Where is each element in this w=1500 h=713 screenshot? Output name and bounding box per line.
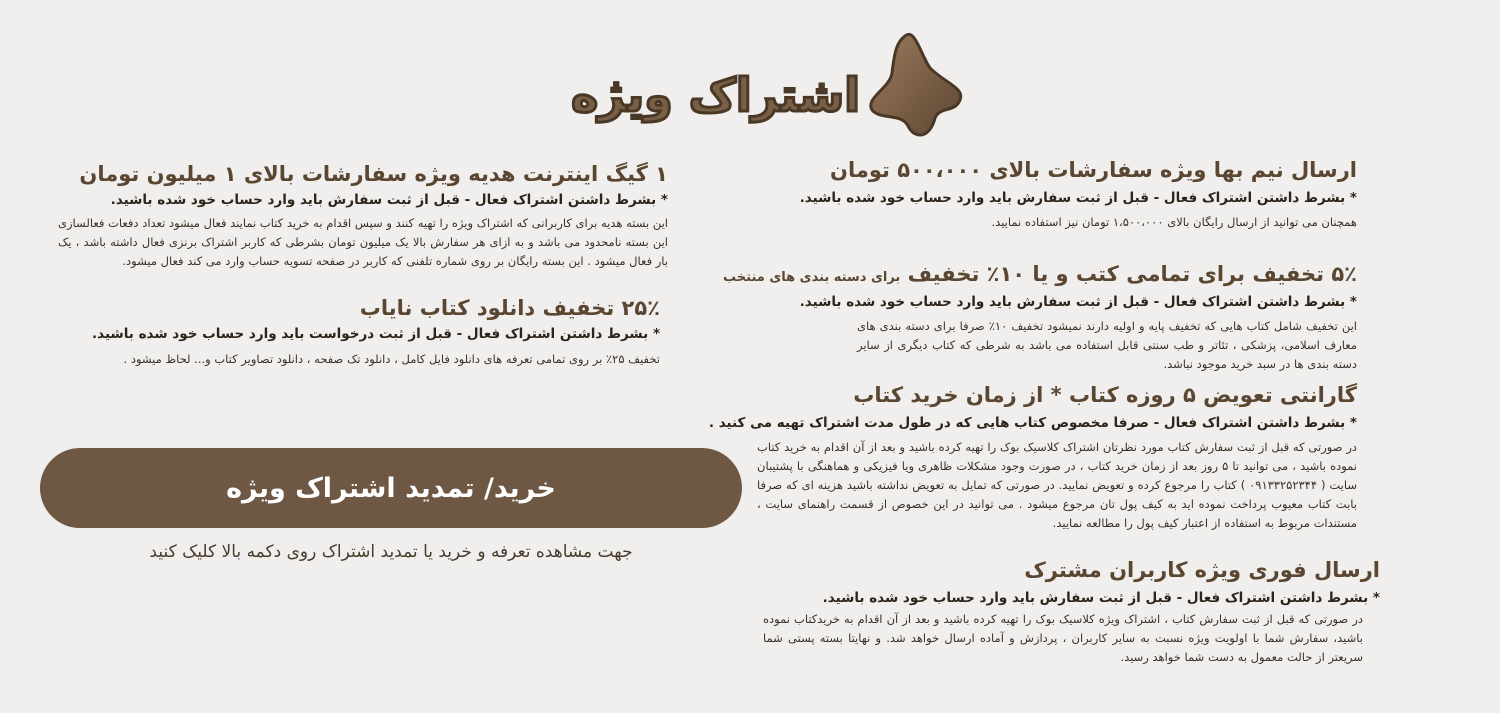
- feature-description: تخفیف ۲۵٪ بر روی تمامی تعرفه های دانلود فایل کامل ، دانلود تک صفحه ، دانلود تصاویر کتاب و... لحاظ میشود .: [123, 352, 660, 366]
- feature-condition: * بشرط داشتن اشتراک فعال - صرفا مخصوص کتاب هایی که در طول مدت اشتراک تهیه می کنید .: [708, 415, 1357, 431]
- feature-condition: * بشرط داشتن اشتراک فعال - قبل از ثبت سفارش باید وارد حساب خود شده باشید.: [822, 590, 1380, 606]
- star-logo-icon: [860, 28, 970, 143]
- page-title: اشتراک ویژه: [571, 68, 860, 122]
- feature-condition: * بشرط داشتن اشتراک فعال - قبل از ثبت سفارش باید وارد حساب خود شده باشید.: [799, 190, 1357, 206]
- feature-description: همچنان می توانید از ارسال رایگان بالای ۱،۵۰۰،۰۰۰ تومان نیز استفاده نمایید.: [991, 215, 1357, 229]
- feature-condition: * بشرط داشتن اشتراک فعال - قبل از ثبت درخواست باید وارد حساب خود شده باشید.: [92, 326, 660, 342]
- feature-title: [723, 262, 1357, 286]
- feature-description: در صورتی که قبل از ثبت سفارش کتاب ، اشتراک ویژه کلاسیک بوک را تهیه کرده باشید و بعد از آن اقدام به خریدکتاب نموده باشید، سفارش شما با اولویت ویژه نسبت به سایر کاربران ، پردازش و آماده ارسال خواهد شد. و نهایتا بسته پستی شما سریعتر از حالت معمول به دست شما خواهد رسید.: [763, 612, 1363, 664]
- feature-condition: * بشرط داشتن اشتراک فعال - قبل از ثبت سفارش باید وارد حساب خود شده باشید.: [110, 192, 668, 208]
- feature-description: این تخفیف شامل کتاب هایی که تخفیف پایه و اولیه دارند نمیشود تخفیف ۱۰٪ صرفا برای دسته بندی های معارف اسلامی، پزشکی ، تئاتر و طب سنتی قابل استفاده می باشد به شرطی که کتاب دیگری از سایر دسته بندی ها در سبد خرید موجود نباشد.: [857, 319, 1357, 371]
- feature-title: گارانتی تعویض ۵ روزه کتاب * از زمان خرید کتاب: [853, 383, 1357, 407]
- feature-title: ارسال نیم بها ویژه سفارشات بالای ۵۰۰،۰۰۰ تومان: [830, 158, 1357, 182]
- feature-title-suffix: برای دسته بندی های منتخب: [723, 270, 901, 285]
- buy-subscription-button[interactable]: خرید/ تمدید اشتراک ویژه: [40, 448, 742, 528]
- feature-description: در صورتی که قبل از ثبت سفارش کتاب مورد نظرتان اشتراک کلاسیک بوک را تهیه کرده باشید و بعد از آن اقدام به خرید کتاب نموده باشید ، می توانید تا ۵ روز بعد از زمان خرید کتاب ، در صورت وجود مشکلات ظاهری ویا فیزیکی و هماهنگی با پشتیبان سایت ( ۰۹۱۳۳۲۵۲۳۴۴ ) کتاب را مرجوع کرده و تعویض نمایید. در صورتی که تمایل به تعویض نداشته باشید هزینه ای که صرفا بابت کتاب معیوب پرداخت نموده اید به کیف پول تان مرجوع میشود . می توانید در این خصوص از قسمت راهنمای سایت ، مستندات مربوط به استفاده از اعتبار کیف پول را مطالعه نمایید.: [757, 440, 1357, 530]
- feature-condition: * بشرط داشتن اشتراک فعال - قبل از ثبت سفارش باید وارد حساب خود شده باشید.: [799, 294, 1357, 310]
- feature-title: ۲۵٪ تخفیف دانلود کتاب نایاب: [359, 296, 660, 320]
- feature-title-main: ۵٪ تخفیف برای تمامی کتب و یا ۱۰٪ تخفیف: [907, 262, 1357, 286]
- feature-description: این بسته هدیه برای کاربرانی که اشتراک ویژه را تهیه کنند و سپس اقدام به خرید کتاب نمایند فعال میشود تعداد دفعات فعالسازی این بسته نامحدود می باشد و به ازای هر سفارش بالا یک میلیون تومان بشرطی که کاربر اشتراک برنزی فعال داشته باشد ، یک بار فعال میشود . این بسته رایگان بر روی شماره تلفنی که کاربر در صفحه تسویه حساب وارد می کند فعال میشود.: [58, 216, 668, 268]
- cta-note: جهت مشاهده تعرفه و خرید یا تمدید اشتراک روی دکمه بالا کلیک کنید: [149, 542, 633, 562]
- feature-title: ارسال فوری ویژه کاربران مشترک: [1024, 558, 1380, 582]
- header: [560, 28, 980, 148]
- feature-title: ۱ گیگ اینترنت هدیه ویژه سفارشات بالای ۱ میلیون تومان: [79, 162, 668, 186]
